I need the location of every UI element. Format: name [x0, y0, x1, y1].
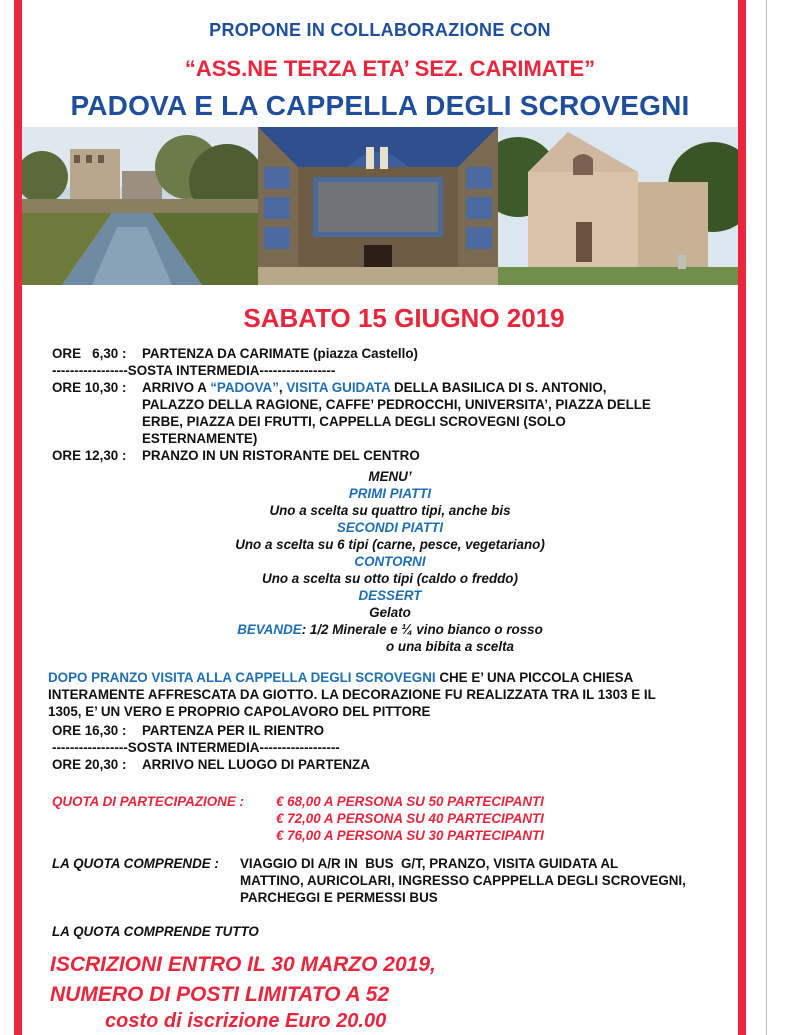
propone-heading: PROPONE IN COLLABORAZIONE CON — [209, 20, 551, 40]
afternoon-visit-highlight: DOPO PRANZO VISITA ALLA CAPPELLA DEGLI SCROVEGNI — [48, 670, 436, 685]
schedule-text: PARTENZA DA CARIMATE (piazza Castello) — [142, 346, 419, 361]
comprende-label: LA QUOTA COMPRENDE : — [52, 856, 219, 871]
comprende-line: MATTINO, AURICOLARI, INGRESSO CAPPPELLA DEGLI SCROVEGNI, — [240, 873, 686, 888]
menu-primi-text: Uno a scelta su quattro tipi, anche bis — [269, 503, 511, 518]
schedule-text: ARRIVO NEL LUOGO DI PARTENZA — [142, 757, 370, 772]
photo-strip — [22, 127, 738, 285]
menu-dessert-text: Gelato — [369, 605, 411, 620]
schedule-continuation: PALAZZO DELLA RAGIONE, CAFFE’ PEDROCCHI, UNIVERSITA’, PIAZZA DELLE — [142, 397, 651, 412]
quota-price: € 68,00 A PERSONA SU 50 PARTECIPANTI — [276, 794, 544, 809]
padova-canal-photo — [22, 127, 258, 285]
afternoon-visit-rest: CHE E’ UNA PICCOLA CHIESA — [435, 670, 634, 685]
schedule-row — [52, 756, 370, 773]
quota-label: QUOTA DI PARTECIPAZIONE : — [52, 794, 244, 809]
schedule-row — [52, 379, 607, 396]
schedule-time: ORE 20,30 : — [52, 757, 127, 772]
schedule-time: ORE 10,30 : — [52, 380, 127, 395]
quota-price: € 76,00 A PERSONA SU 30 PARTECIPANTI — [276, 828, 544, 843]
afternoon-visit-line — [48, 669, 633, 686]
sosta-line: -----------------SOSTA INTERMEDIA------------------ — [52, 740, 340, 755]
comprende-tutto: LA QUOTA COMPRENDE TUTTO — [52, 924, 259, 939]
comprende-line: VIAGGIO DI A/R IN BUS G/T, PRANZO, VISITA GUIDATA AL — [240, 856, 619, 871]
afternoon-visit-line: 1305, E’ UN VERO E PROPRIO CAPOLAVORO DEL PITTORE — [48, 704, 431, 719]
menu-contorni-label: CONTORNI — [354, 554, 426, 569]
quota-price: € 72,00 A PERSONA SU 40 PARTECIPANTI — [276, 811, 544, 826]
schedule-row — [52, 345, 418, 362]
trip-title: PADOVA E LA CAPPELLA DEGLI SCROVEGNI — [70, 90, 690, 121]
schedule-text: PARTENZA PER IL RIENTRO — [142, 723, 325, 738]
schedule-time: ORE 16,30 : — [52, 723, 127, 738]
schedule-time: ORE 12,30 : — [52, 448, 127, 463]
comprende-line: PARCHEGGI E PERMESSI BUS — [240, 890, 438, 905]
schedule-text: , — [278, 380, 287, 395]
scrovegni-interior-photo — [258, 127, 498, 285]
menu-primi-label: PRIMI PIATTI — [348, 486, 432, 501]
schedule-text: PRANZO IN UN RISTORANTE DEL CENTRO — [142, 448, 420, 463]
scrovegni-exterior-photo — [498, 127, 738, 285]
posti-limit: NUMERO DI POSTI LIMITATO A 52 — [50, 983, 390, 1006]
menu-bevande-text2: o una bibita a scelta — [386, 639, 514, 654]
menu-secondi-text: Uno a scelta su 6 tipi (carne, pesce, vegetariano) — [235, 537, 545, 552]
sosta-line: -----------------SOSTA INTERMEDIA----------------- — [52, 363, 336, 378]
iscrizioni-deadline: ISCRIZIONI ENTRO IL 30 MARZO 2019, — [50, 953, 436, 976]
schedule-continuation: ESTERNAMENTE) — [142, 431, 258, 446]
afternoon-visit-line: INTERAMENTE AFFRESCATA DA GIOTTO. LA DECORAZIONE FU REALIZZATA TRA IL 1303 E IL — [48, 687, 656, 702]
schedule-continuation: ERBE, PIAZZA DEI FRUTTI, CAPPELLA DEGLI SCROVEGNI (SOLO — [142, 414, 566, 429]
menu-contorni-text: Uno a scelta su otto tipi (caldo o freddo) — [262, 571, 518, 586]
schedule-time: ORE 6,30 : — [52, 346, 127, 361]
menu-bevande-text: : 1/2 Minerale e ¼ vino bianco o rosso — [301, 622, 543, 637]
menu-secondi-label: SECONDI PIATTI — [336, 520, 444, 535]
menu-bevande-label: BEVANDE — [237, 622, 302, 637]
iscrizione-cost: costo di iscrizione Euro 20.00 — [105, 1010, 387, 1032]
schedule-text: DELLA BASILICA DI S. ANTONIO, — [390, 380, 607, 395]
schedule-row — [52, 447, 420, 464]
association-heading: “ASS.NE TERZA ETA’ SEZ. CARIMATE” — [184, 56, 596, 81]
padova-highlight: “PADOVA” — [210, 380, 279, 395]
event-date: SABATO 15 GIUGNO 2019 — [243, 303, 565, 333]
menu-dessert-label: DESSERT — [358, 588, 422, 603]
menu-title: MENU’ — [368, 469, 412, 484]
visita-guidata-highlight: VISITA GUIDATA — [286, 380, 391, 395]
menu-bevande-line — [0, 621, 780, 638]
schedule-row — [52, 722, 324, 739]
menu-section — [0, 468, 780, 655]
schedule-text: ARRIVO A — [142, 380, 211, 395]
